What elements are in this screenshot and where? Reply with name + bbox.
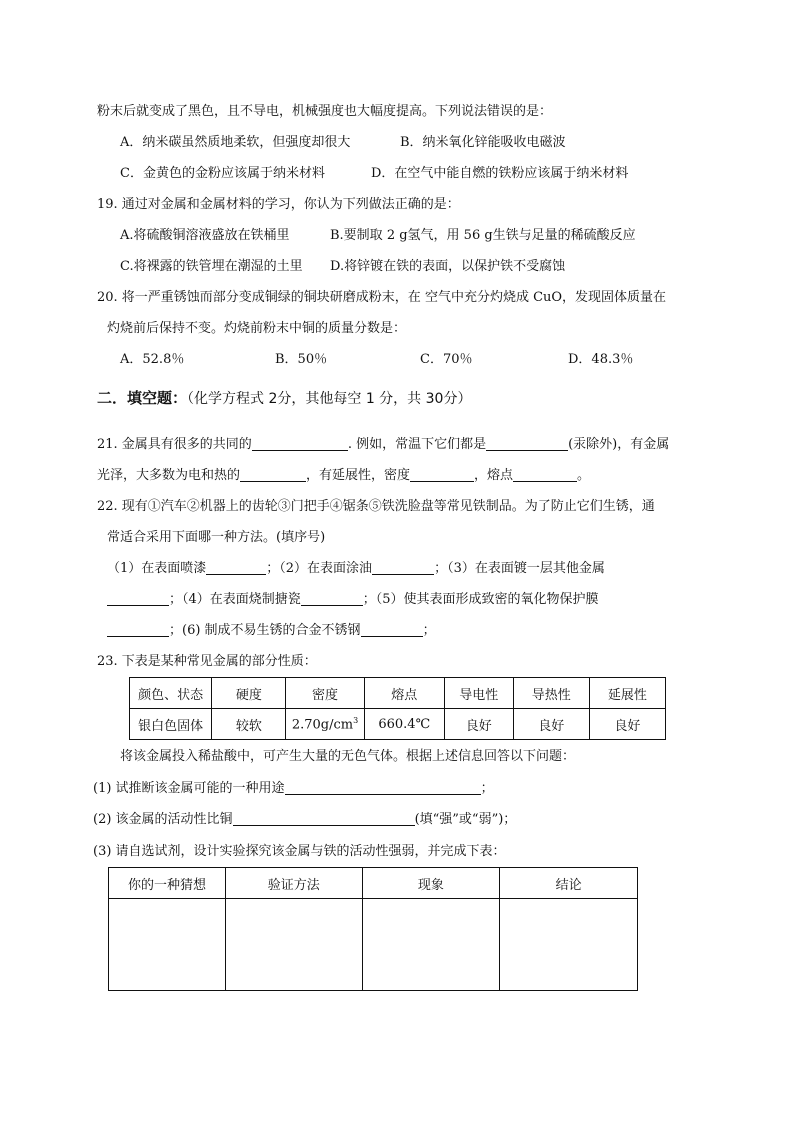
section-title: 二．填空题： [97,389,188,407]
table-header-cell: 验证方法 [225,868,362,899]
q21-blank-2[interactable] [486,436,568,451]
q21-line2 [97,467,590,485]
q19-option-c: C.将裸露的铁管埋在潮湿的土里 [120,259,303,274]
q19-option-a: A.将硫酸铜溶液盛放在铁桶里 [120,228,290,243]
q21-blank-1[interactable] [252,436,348,451]
table-header-cell: 你的一种猜想 [109,868,226,899]
q18-option-a: A．纳米碳虽然质地柔软，但强度却很大 [120,135,351,150]
q23-stem: 23. 下表是某种常见金属的部分性质： [97,654,317,669]
q23-sub2-blank[interactable] [233,811,415,826]
q22-item-5: ；（5）使其表面形成致密的氧化物保护膜 [362,592,599,607]
q21-text-6: ，熔点 [474,468,514,483]
answer-cell-method[interactable] [225,899,362,991]
q22-stem-line2: 常适合采用下面哪一种方法。(填序号) [107,530,326,545]
table-header-cell: 熔点 [364,678,444,709]
q21-text-1: 21. 金属具有很多的共同的 [97,437,252,452]
q23-sub1-end: ； [480,781,494,796]
q22-blank-5[interactable] [107,622,169,637]
table-header-cell: 密度 [286,678,364,709]
q18-option-b: B．纳米氧化锌能吸收电磁波 [400,135,566,150]
q21-text-7: 。 [577,468,591,483]
q18-option-d: D．在空气中能自燃的铁粉应该属于纳米材料 [371,166,629,181]
q23-sub1-text: (1) 试推断该金属可能的一种用途 [93,781,285,796]
q23-sub2-text: (2) 该金属的活动性比铜 [93,812,233,827]
q21-text-5: ，有延展性，密度 [306,468,411,483]
section-heading [97,389,471,409]
q20-option-d: D．48.3％ [568,352,634,367]
q22-items-line1 [107,560,605,578]
q23-sub2 [93,811,516,829]
q22-item-1: （1）在表面喷漆 [107,561,207,576]
q22-item-6: ；(6) 制成不易生锈的合金不锈钢 [169,623,361,638]
q18-option-c: C．金黄色的金粉应该属于纳米材料 [120,166,325,181]
table-header-cell: 延展性 [589,678,665,709]
q23-sub1-blank[interactable] [285,780,481,795]
q21-blank-3[interactable] [240,467,306,482]
q20-option-c: C．70％ [420,352,473,367]
table-cell: 良好 [513,709,589,740]
table-header-cell: 导热性 [513,678,589,709]
q22-blank-6[interactable] [361,622,423,637]
table-cell: 银白色固体 [130,709,212,740]
metal-properties-table [129,677,666,740]
q22-blank-2[interactable] [372,560,434,575]
table-cell-density [286,709,364,740]
table-header-cell: 结论 [500,868,638,899]
q23-sub1 [93,780,494,798]
q22-item-2: ；（2）在表面涂油 [266,561,373,576]
q21-blank-5[interactable] [513,467,577,482]
section-scoring-note: （化学方程式 2分，其他每空 1 分，共 30分） [187,391,472,407]
answer-cell-hypothesis[interactable] [109,899,226,991]
table-cell: 良好 [444,709,513,740]
q20-option-b: B．50％ [275,352,328,367]
table-cell: 良好 [589,709,665,740]
q21-text-2: . 例如，常温下它们都是 [347,437,487,452]
q18-stem-line: 粉末后就变成了黑色，且不导电，机械强度也大幅度提高。下列说法错误的是： [97,104,553,119]
q22-semicolon: ； [422,623,436,638]
q21-blank-4[interactable] [410,467,474,482]
table-header-cell: 导电性 [444,678,513,709]
q20-stem-line1: 20. 将一严重锈蚀而部分变成铜绿的铜块研磨成粉末，在 空气中充分灼烧成 CuO，发现固体质量在 [97,290,667,305]
q22-blank-4[interactable] [301,591,363,606]
experiment-design-table [108,867,638,991]
q22-item-3: ；（3）在表面镀一层其他金属 [434,561,605,576]
q20-option-a: A．52.8％ [120,352,185,367]
q19-option-d: D.将锌镀在铁的表面，以保护铁不受腐蚀 [330,259,566,274]
q22-blank-1[interactable] [206,560,266,575]
table-header-cell: 颜色、状态 [130,678,212,709]
q21-line1 [97,436,669,454]
table-header-cell: 现象 [362,868,500,899]
q22-stem-line1: 22. 现有①汽车②机器上的齿轮③门把手④锯条⑤铁洗脸盘等常见铁制品。为了防止它们生锈，通 [97,499,655,514]
table-cell: 较软 [212,709,286,740]
q19-option-b: B.要制取 2 g氢气，用 56 g生铁与足量的稀硫酸反应 [330,228,636,243]
q19-stem: 19. 通过对金属和金属材料的学习，你认为下列做法正确的是： [97,197,460,212]
table-cell: 660.4℃ [364,709,444,740]
q22-blank-3[interactable] [107,591,169,606]
q22-items-line2 [107,591,599,609]
q22-items-line3 [107,622,436,640]
q23-sub2-end: (填“强”或“弱”)； [414,812,517,827]
q21-text-3: (汞除外)，有金属 [568,437,670,452]
q23-sub3: (3) 请自选试剂，设计实验探究该金属与铁的活动性强弱，并完成下表： [93,844,506,859]
density-value: 2.70g/cm [291,717,354,733]
q23-intro: 将该金属投入稀盐酸中，可产生大量的无色气体。根据上述信息回答以下问题： [120,749,576,764]
table-header-cell: 硬度 [212,678,286,709]
q22-item-4: ；（4）在表面烧制搪瓷 [169,592,301,607]
q21-text-4: 光泽，大多数为电和热的 [97,468,241,483]
density-unit-superscript: 3 [353,715,359,725]
answer-cell-phenomenon[interactable] [362,899,500,991]
answer-cell-conclusion[interactable] [500,899,638,991]
q20-stem-line2: 灼烧前后保持不变。灼烧前粉末中铜的质量分数是： [107,321,407,336]
